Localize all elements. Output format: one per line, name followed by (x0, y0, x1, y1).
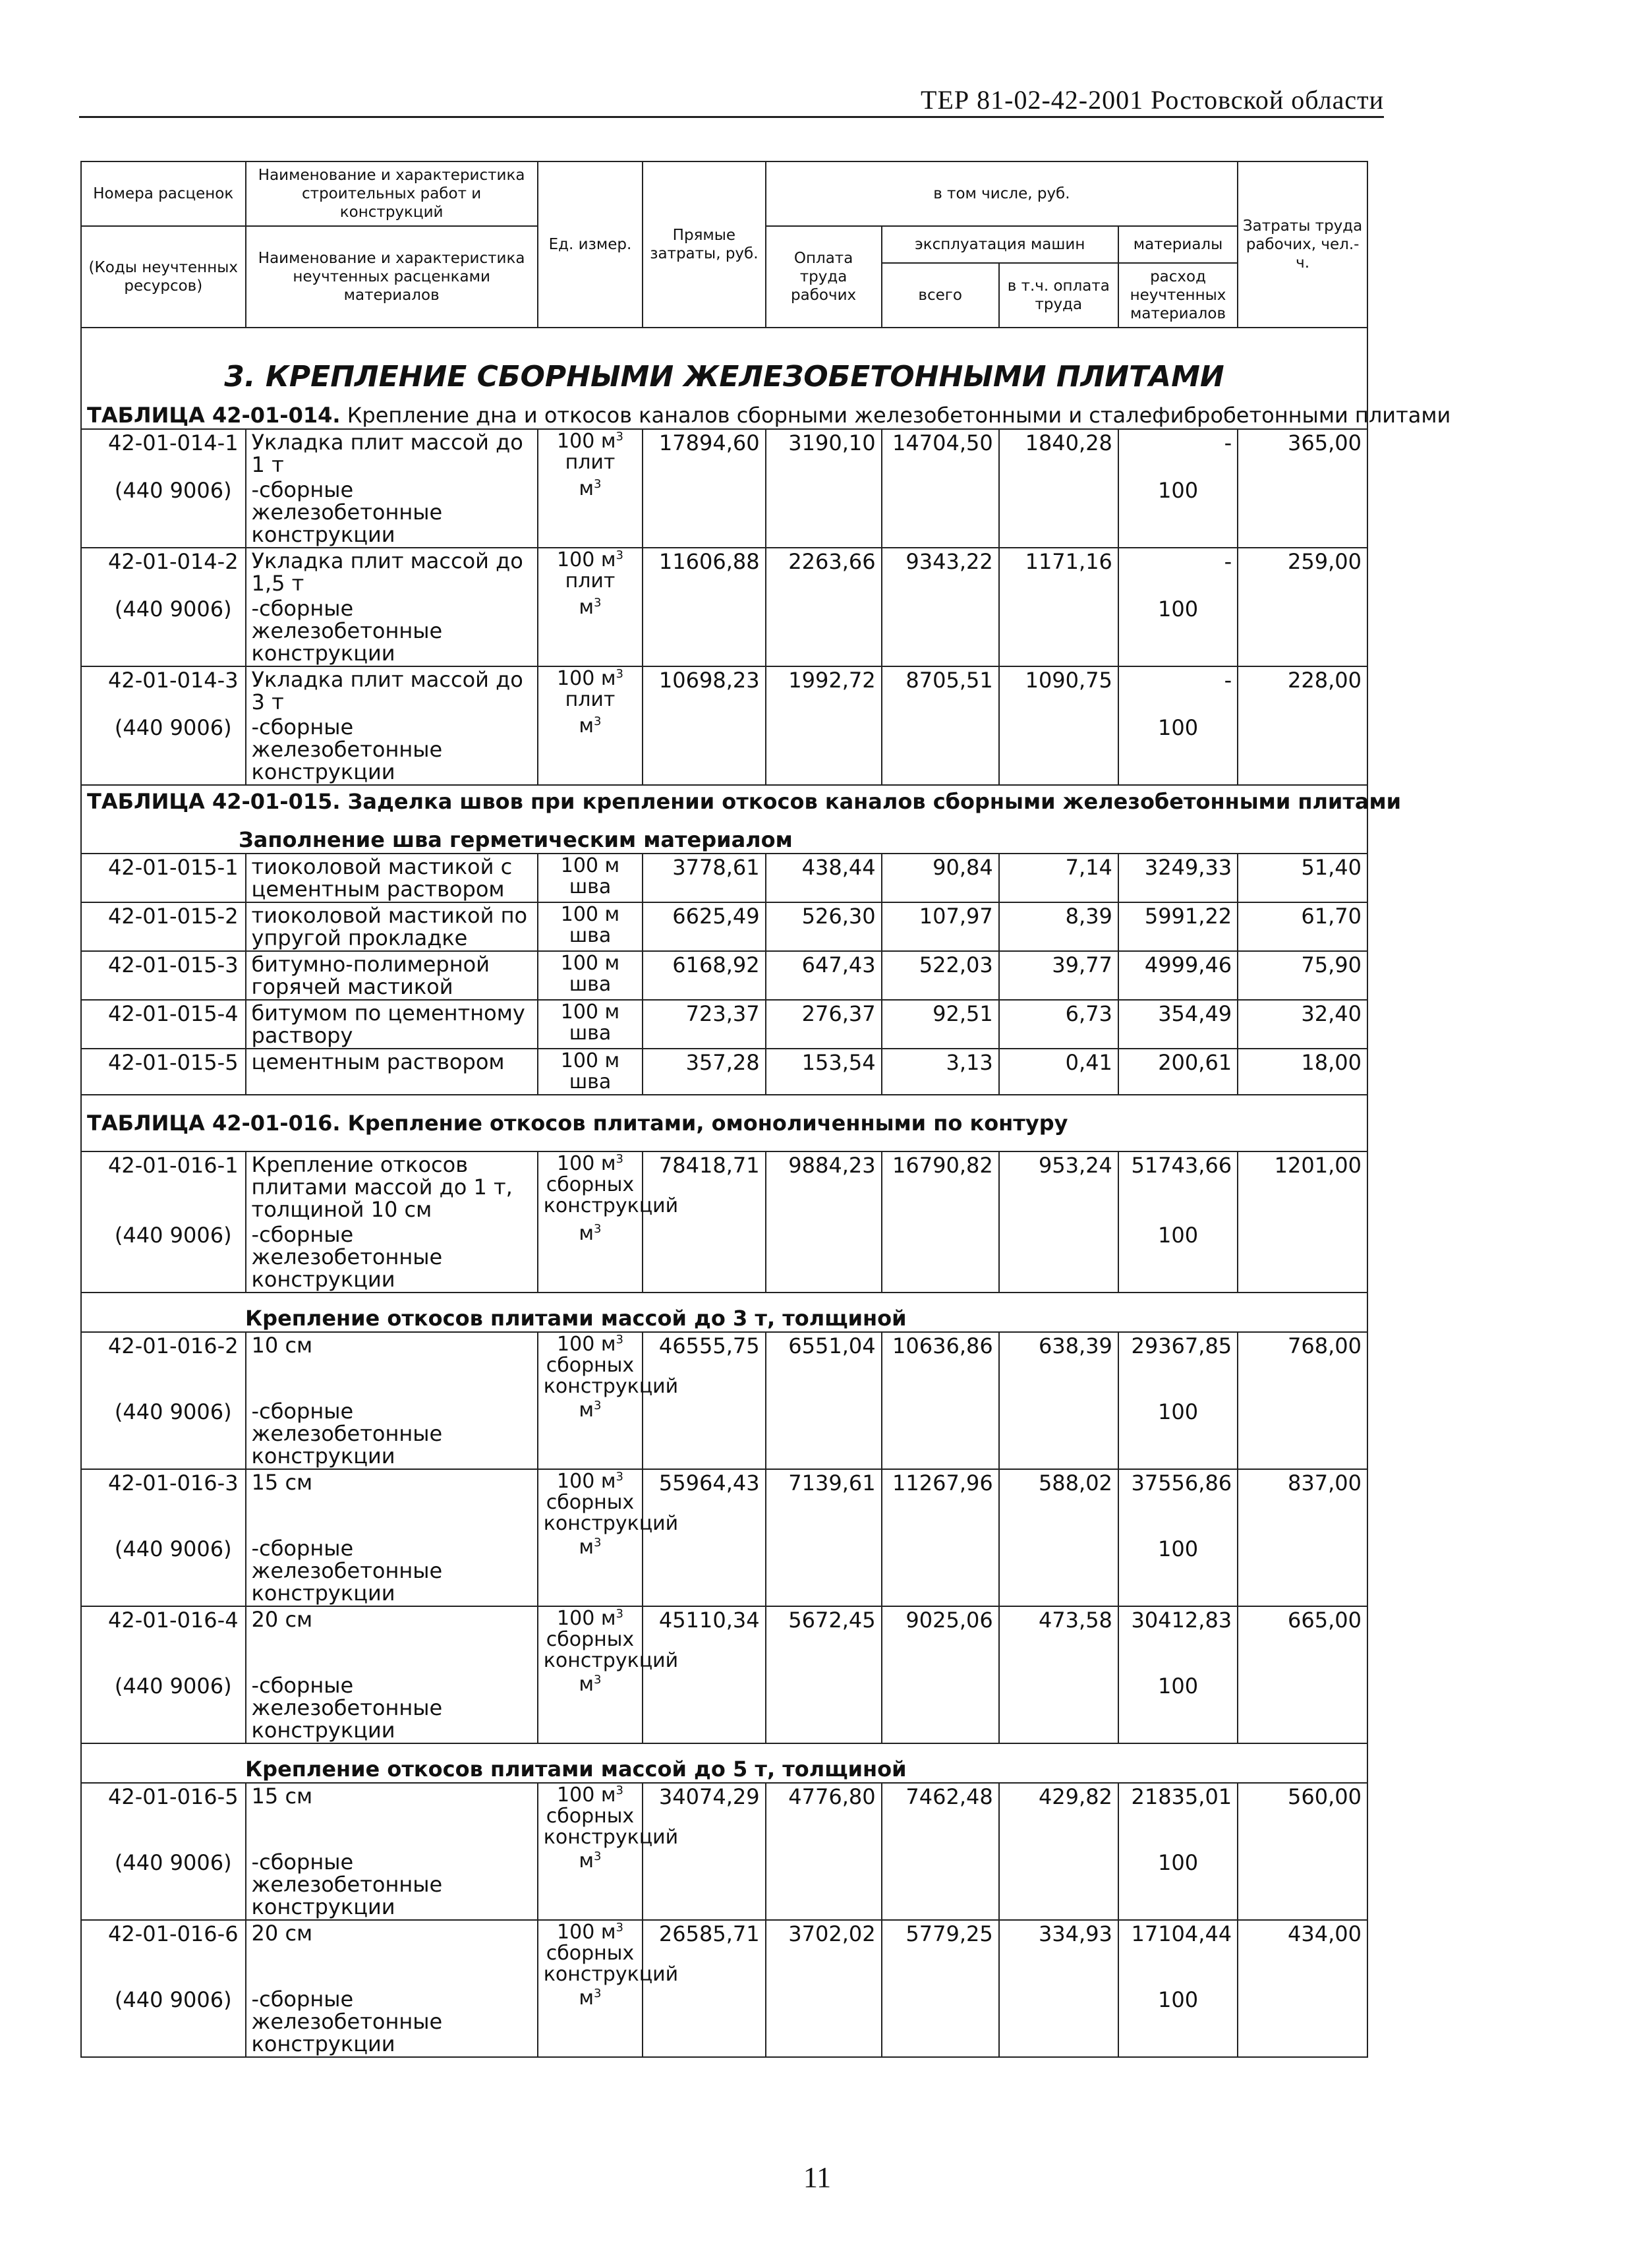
unit: 100 $м^3$ сборных конструкций (538, 1469, 643, 1536)
work-name: битумно-полимерной горячей мастикой (246, 951, 538, 1000)
resource-row (81, 1536, 1367, 1606)
labor-pay: 2263,66 (766, 548, 882, 596)
work-name: 10 см (246, 1332, 538, 1399)
machines-labor: 953,24 (999, 1151, 1118, 1222)
labor-pay: 5672,45 (766, 1606, 882, 1673)
unit: 100 м шва (538, 902, 643, 951)
materials: 5991,22 (1118, 902, 1238, 951)
labor-pay: 3702,02 (766, 1920, 882, 1987)
col-materials: материалы (1118, 226, 1238, 263)
machines-labor: 588,02 (999, 1469, 1118, 1536)
work-name: 15 см (246, 1783, 538, 1849)
machines-total: 107,97 (882, 902, 999, 951)
resource-row (81, 477, 1367, 548)
labor-hours: 228,00 (1238, 666, 1367, 714)
resource-row (81, 1987, 1367, 2057)
resource-name: -сборные железобетонные конструкции (246, 1536, 538, 1606)
machines-labor: 7,14 (999, 854, 1118, 902)
col-direct-costs: Прямые затраты, руб. (643, 161, 765, 328)
resource-unit: $м^3$ (538, 1673, 643, 1743)
machines-total: 14704,50 (882, 429, 999, 477)
resource-qty: 100 (1118, 714, 1238, 785)
unit: 100 м шва (538, 951, 643, 1000)
table-row (81, 951, 1367, 1000)
rate-code: 42-01-016-3 (81, 1469, 246, 1536)
machines-labor: 429,82 (999, 1783, 1118, 1849)
table-015-subtitle: Заполнение шва герметическим материалом (239, 827, 793, 852)
col-rate-numbers: Номера расценок (81, 161, 246, 226)
labor-pay: 3190,10 (766, 429, 882, 477)
resource-code: (440 9006) (81, 1673, 246, 1743)
unit: 100 м шва (538, 1000, 643, 1049)
table-014-label: ТАБЛИЦА 42-01-014. (87, 403, 341, 428)
col-machines-total: всего (882, 263, 999, 328)
col-work-name: Наименование и характеристика строительных работ и конструкций (246, 161, 538, 226)
labor-hours: 18,00 (1238, 1049, 1367, 1095)
table-row (81, 548, 1367, 596)
resource-name: -сборные железобетонные конструкции (246, 596, 538, 666)
materials: 354,49 (1118, 1000, 1238, 1049)
table-row (81, 902, 1367, 951)
machines-total: 90,84 (882, 854, 999, 902)
resource-unit: $м^3$ (538, 477, 643, 548)
resource-row (81, 1399, 1367, 1469)
table-016-text: Крепление откосов плитами, омоноличенными по контуру (340, 1111, 1068, 1136)
labor-hours: 837,00 (1238, 1469, 1367, 1536)
labor-hours: 768,00 (1238, 1332, 1367, 1399)
materials: 29367,85 (1118, 1332, 1238, 1399)
machines-total: 5779,25 (882, 1920, 999, 1987)
labor-pay: 6551,04 (766, 1332, 882, 1399)
resource-qty: 100 (1118, 1987, 1238, 2057)
resource-row (81, 1222, 1367, 1293)
labor-hours: 434,00 (1238, 1920, 1367, 1987)
materials: - (1118, 429, 1238, 477)
table-015-subtitle-row (81, 815, 1367, 854)
table-row (81, 429, 1367, 477)
materials: 30412,83 (1118, 1606, 1238, 1673)
work-name: тиоколовой мастикой по упругой прокладке (246, 902, 538, 951)
machines-total: 7462,48 (882, 1783, 999, 1849)
materials: 21835,01 (1118, 1783, 1238, 1849)
table-row (81, 1332, 1367, 1399)
machines-total: 10636,86 (882, 1332, 999, 1399)
resource-name: -сборные железобетонные конструкции (246, 1673, 538, 1743)
rate-code: 42-01-016-4 (81, 1606, 246, 1673)
rate-code: 42-01-015-4 (81, 1000, 246, 1049)
work-name: Укладка плит массой до 1 т (246, 429, 538, 477)
machines-total: 9025,06 (882, 1606, 999, 1673)
resource-qty: 100 (1118, 596, 1238, 666)
col-including: в том числе, руб. (766, 161, 1238, 226)
materials: 37556,86 (1118, 1469, 1238, 1536)
labor-pay: 9884,23 (766, 1151, 882, 1222)
direct-costs: 45110,34 (643, 1606, 765, 1673)
work-name: 15 см (246, 1469, 538, 1536)
rate-code: 42-01-015-3 (81, 951, 246, 1000)
resource-code: (440 9006) (81, 1399, 246, 1469)
rate-code: 42-01-014-3 (81, 666, 246, 714)
resource-qty: 100 (1118, 1399, 1238, 1469)
col-labor-pay: Оплата труда рабочих (766, 226, 882, 328)
resource-code: (440 9006) (81, 477, 246, 548)
resource-row (81, 714, 1367, 785)
machines-total: 3,13 (882, 1049, 999, 1095)
section-row (81, 328, 1367, 401)
unit: 100 $м^3$ плит (538, 548, 643, 596)
resource-code: (440 9006) (81, 714, 246, 785)
machines-labor: 1090,75 (999, 666, 1118, 714)
resource-unit: $м^3$ (538, 1536, 643, 1606)
col-unit: Ед. измер. (538, 161, 643, 328)
labor-hours: 75,90 (1238, 951, 1367, 1000)
materials: 17104,44 (1118, 1920, 1238, 1987)
resource-unit: $м^3$ (538, 714, 643, 785)
resource-name: -сборные железобетонные конструкции (246, 1987, 538, 2057)
resource-name: -сборные железобетонные конструкции (246, 1849, 538, 1920)
labor-pay: 276,37 (766, 1000, 882, 1049)
unit: 100 $м^3$ сборных конструкций (538, 1920, 643, 1987)
unit: 100 м шва (538, 1049, 643, 1095)
direct-costs: 723,37 (643, 1000, 765, 1049)
work-name: Укладка плит массой до 1,5 т (246, 548, 538, 596)
materials: - (1118, 666, 1238, 714)
col-resource-codes: (Коды неучтенных ресурсов) (81, 226, 246, 328)
header-rule (79, 116, 1384, 118)
resource-qty: 100 (1118, 477, 1238, 548)
resource-row (81, 1673, 1367, 1743)
materials: - (1118, 548, 1238, 596)
machines-total: 11267,96 (882, 1469, 999, 1536)
unit: 100 $м^3$ сборных конструкций (538, 1783, 643, 1849)
work-name: битумом по цементному раствору (246, 1000, 538, 1049)
labor-hours: 365,00 (1238, 429, 1367, 477)
resource-row (81, 1849, 1367, 1920)
header-row-1 (81, 161, 1367, 226)
direct-costs: 11606,88 (643, 548, 765, 596)
resource-unit: $м^3$ (538, 1849, 643, 1920)
col-machines: эксплуатация машин (882, 226, 1118, 263)
labor-hours: 61,70 (1238, 902, 1367, 951)
rate-code: 42-01-015-1 (81, 854, 246, 902)
table-014-title-row (81, 401, 1367, 429)
machines-total: 92,51 (882, 1000, 999, 1049)
labor-hours: 32,40 (1238, 1000, 1367, 1049)
machines-labor: 473,58 (999, 1606, 1118, 1673)
table-015-label: ТАБЛИЦА 42-01-015. (87, 789, 341, 814)
materials: 51743,66 (1118, 1151, 1238, 1222)
machines-total: 522,03 (882, 951, 999, 1000)
subtitle-3t-row (81, 1293, 1367, 1332)
direct-costs: 6168,92 (643, 951, 765, 1000)
resource-row (81, 596, 1367, 666)
labor-hours: 1201,00 (1238, 1151, 1367, 1222)
direct-costs: 3778,61 (643, 854, 765, 902)
subtitle-5t-row (81, 1743, 1367, 1783)
machines-labor: 638,39 (999, 1332, 1118, 1399)
labor-pay: 647,43 (766, 951, 882, 1000)
table-014-text: Крепление дна и откосов каналов сборными железобетонными и сталефибробетонными плитами (340, 403, 1451, 428)
unit: 100 $м^3$ сборных конструкций (538, 1332, 643, 1399)
rates-table (80, 161, 1451, 2058)
resource-unit: $м^3$ (538, 596, 643, 666)
subtitle-3t: Крепление откосов плитами массой до 3 т, толщиной (245, 1306, 907, 1331)
resource-name: -сборные железобетонные конструкции (246, 1399, 538, 1469)
direct-costs: 78418,71 (643, 1151, 765, 1222)
unit: 100 $м^3$ сборных конструкций (538, 1151, 643, 1222)
machines-total: 16790,82 (882, 1151, 999, 1222)
machines-labor: 6,73 (999, 1000, 1118, 1049)
table-016-title-row (81, 1095, 1367, 1151)
machines-labor: 1840,28 (999, 429, 1118, 477)
labor-pay: 526,30 (766, 902, 882, 951)
work-name: Укладка плит массой до 3 т (246, 666, 538, 714)
resource-unit: $м^3$ (538, 1399, 643, 1469)
col-material-name: Наименование и характеристика неучтенных расценками материалов (246, 226, 538, 328)
unit: 100 $м^3$ сборных конструкций (538, 1606, 643, 1673)
table-row (81, 666, 1367, 714)
table-row (81, 1049, 1367, 1095)
labor-hours: 560,00 (1238, 1783, 1367, 1849)
labor-pay: 438,44 (766, 854, 882, 902)
resource-qty: 100 (1118, 1849, 1238, 1920)
resource-code: (440 9006) (81, 1849, 246, 1920)
direct-costs: 357,28 (643, 1049, 765, 1095)
machines-labor: 1171,16 (999, 548, 1118, 596)
rate-code: 42-01-015-5 (81, 1049, 246, 1095)
machines-labor: 0,41 (999, 1049, 1118, 1095)
machines-total: 9343,22 (882, 548, 999, 596)
subtitle-5t: Крепление откосов плитами массой до 5 т, толщиной (245, 1757, 907, 1782)
table-row (81, 1469, 1367, 1536)
table-row (81, 1920, 1367, 1987)
direct-costs: 55964,43 (643, 1469, 765, 1536)
rate-code: 42-01-016-2 (81, 1332, 246, 1399)
labor-hours: 259,00 (1238, 548, 1367, 596)
document-header: ТЕР 81-02-42-2001 Ростовской области (921, 85, 1384, 115)
table-015-title-row (81, 785, 1367, 815)
rate-code: 42-01-015-2 (81, 902, 246, 951)
work-name: тиоколовой мастикой с цементным раствором (246, 854, 538, 902)
resource-name: -сборные железобетонные конструкции (246, 1222, 538, 1293)
col-machines-labor: в т.ч. оплата труда (999, 263, 1118, 328)
table-row (81, 1606, 1367, 1673)
table-row (81, 1000, 1367, 1049)
direct-costs: 26585,71 (643, 1920, 765, 1987)
direct-costs: 6625,49 (643, 902, 765, 951)
section-title: 3. КРЕПЛЕНИЕ СБОРНЫМИ ЖЕЛЕЗОБЕТОННЫМИ ПЛИТАМИ (224, 360, 1224, 393)
table-row (81, 1151, 1367, 1222)
resource-code: (440 9006) (81, 1987, 246, 2057)
resource-qty: 100 (1118, 1536, 1238, 1606)
page-number: 11 (803, 2161, 832, 2194)
work-name: Крепление откосов плитами массой до 1 т, толщиной 10 см (246, 1151, 538, 1222)
materials: 200,61 (1118, 1049, 1238, 1095)
work-name: цементным раствором (246, 1049, 538, 1095)
resource-name: -сборные железобетонные конструкции (246, 714, 538, 785)
resource-code: (440 9006) (81, 1222, 246, 1293)
materials: 4999,46 (1118, 951, 1238, 1000)
unit: 100 $м^3$ плит (538, 429, 643, 477)
unit: 100 $м^3$ плит (538, 666, 643, 714)
col-labor-costs: Затраты труда рабочих, чел.-ч. (1238, 161, 1367, 328)
table-016-label: ТАБЛИЦА 42-01-016. (87, 1111, 341, 1136)
work-name: 20 см (246, 1606, 538, 1673)
table-row (81, 1783, 1367, 1849)
resource-qty: 100 (1118, 1222, 1238, 1293)
machines-labor: 8,39 (999, 902, 1118, 951)
direct-costs: 34074,29 (643, 1783, 765, 1849)
direct-costs: 17894,60 (643, 429, 765, 477)
resource-code: (440 9006) (81, 1536, 246, 1606)
direct-costs: 46555,75 (643, 1332, 765, 1399)
rate-code: 42-01-016-1 (81, 1151, 246, 1222)
labor-hours: 51,40 (1238, 854, 1367, 902)
labor-pay: 4776,80 (766, 1783, 882, 1849)
labor-pay: 7139,61 (766, 1469, 882, 1536)
machines-total: 8705,51 (882, 666, 999, 714)
rate-code: 42-01-014-2 (81, 548, 246, 596)
rate-code: 42-01-014-1 (81, 429, 246, 477)
resource-name: -сборные железобетонные конструкции (246, 477, 538, 548)
col-materials-consumption: расход неучтенных материалов (1118, 263, 1238, 328)
rate-code: 42-01-016-5 (81, 1783, 246, 1849)
rate-code: 42-01-016-6 (81, 1920, 246, 1987)
resource-unit: $м^3$ (538, 1987, 643, 2057)
labor-pay: 153,54 (766, 1049, 882, 1095)
resource-qty: 100 (1118, 1673, 1238, 1743)
resource-code: (440 9006) (81, 596, 246, 666)
resource-unit: $м^3$ (538, 1222, 643, 1293)
machines-labor: 334,93 (999, 1920, 1118, 1987)
labor-hours: 665,00 (1238, 1606, 1367, 1673)
direct-costs: 10698,23 (643, 666, 765, 714)
labor-pay: 1992,72 (766, 666, 882, 714)
table-015-text: Заделка швов при креплении откосов каналов сборными железобетонными плитами (340, 789, 1402, 814)
machines-labor: 39,77 (999, 951, 1118, 1000)
materials: 3249,33 (1118, 854, 1238, 902)
table-row (81, 854, 1367, 902)
work-name: 20 см (246, 1920, 538, 1987)
unit: 100 м шва (538, 854, 643, 902)
